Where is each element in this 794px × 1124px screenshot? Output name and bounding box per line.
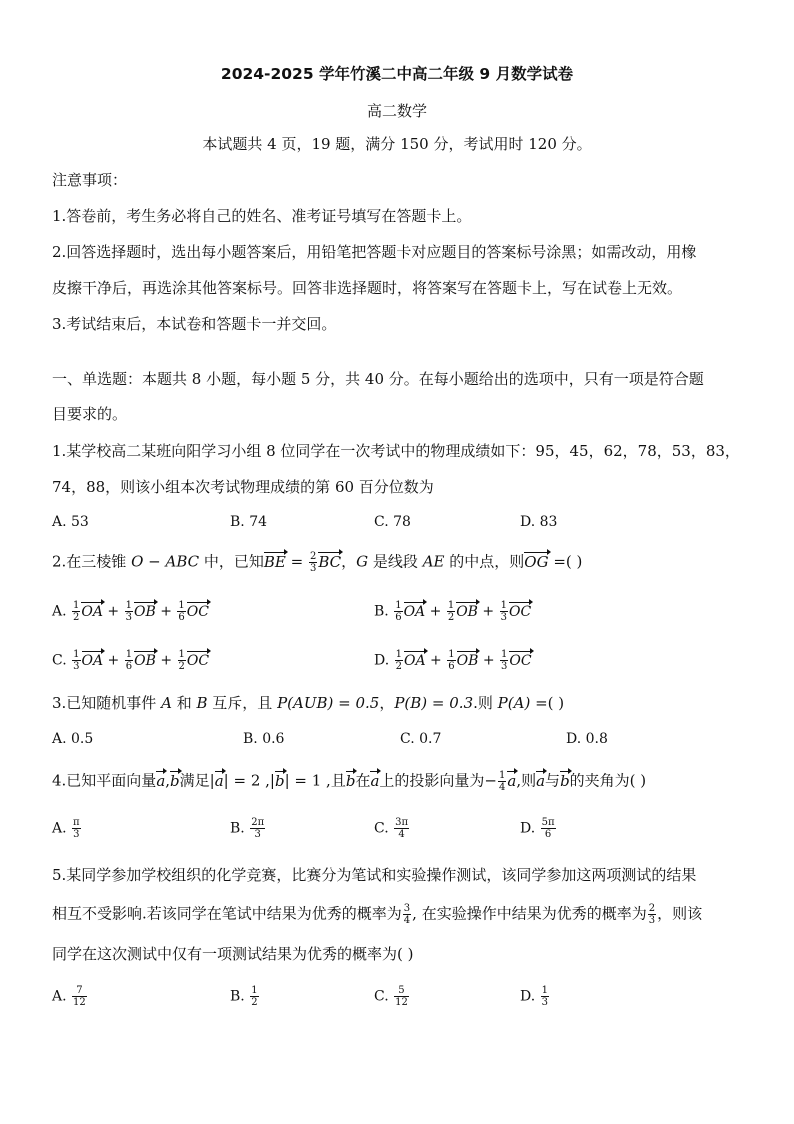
q4-text: ,: [165, 771, 171, 790]
vector-oc: OC: [509, 652, 532, 669]
option-label: C.: [374, 820, 389, 837]
num: 1: [448, 649, 455, 660]
option-label: B.: [230, 820, 245, 837]
num: 1: [73, 600, 80, 611]
den: 12: [73, 997, 86, 1008]
coef: [500, 600, 508, 623]
coef: [125, 649, 133, 672]
coef: [177, 600, 185, 623]
q4-option-d: [520, 817, 557, 840]
vector-be: BE: [263, 552, 286, 571]
plus: +: [478, 652, 500, 669]
num: 3π: [395, 817, 409, 828]
option-label: B.: [230, 988, 245, 1005]
event-b: B: [196, 694, 208, 712]
event-a: A: [161, 694, 172, 712]
note-2-line1: 2.回答选择题时，选出每小题答案后，用铅笔把答题卡对应题目的答案标号涂黑；如需改动，用橡: [52, 243, 697, 261]
den: 3: [73, 661, 80, 672]
num: 1: [541, 985, 549, 996]
point-g: G: [356, 552, 369, 571]
option-label: B.: [374, 603, 389, 620]
q2-answer-blank: =( ): [548, 552, 583, 571]
coef: [394, 600, 402, 623]
q1-option-a: A. 53: [52, 514, 89, 530]
num: 1: [501, 649, 508, 660]
q4-option-c: [374, 817, 410, 840]
num: 1: [395, 600, 402, 611]
den: 4: [398, 829, 405, 840]
vector-ob: OB: [456, 652, 479, 669]
q1-option-b: B. 74: [230, 514, 268, 530]
vector-bc: BC: [318, 552, 342, 571]
coef: [395, 649, 403, 672]
den: 3: [541, 997, 549, 1008]
q2-option-d: [374, 649, 532, 672]
q3-option-b: B. 0.6: [243, 731, 285, 747]
q2-tetrahedron: O − ABC: [131, 552, 200, 571]
coef: [447, 649, 455, 672]
plus: +: [103, 652, 124, 669]
q4-text: 满足|: [179, 771, 215, 790]
option-label: A.: [52, 988, 67, 1005]
num: 1: [500, 600, 507, 611]
q2-equals: =: [285, 552, 308, 571]
note-2-line2: 皮擦干净后，再选涂其他答案标号。回答非选择题时，将答案写在答题卡上，写在试卷上无效。: [52, 279, 683, 297]
q3-answer-blank: =( ): [530, 694, 565, 712]
option-fraction: [394, 985, 409, 1008]
coef: [447, 600, 455, 623]
q5-option-d: [520, 985, 550, 1008]
note-1: 1.答卷前，考生务必将自己的姓名、准考证号填写在答题卡上。: [52, 207, 472, 225]
prob-b: P(B) = 0.3: [394, 694, 474, 712]
q4-text: | = 1 ,且: [284, 771, 346, 790]
prob-a: P(A): [497, 694, 531, 712]
q2-option-a: [52, 600, 209, 623]
section-heading-line2: 目要求的。: [52, 405, 128, 423]
q3-option-a: A. 0.5: [52, 731, 94, 747]
option-label: D.: [520, 988, 536, 1005]
option-fraction: [72, 985, 87, 1008]
vector-b: b: [560, 771, 570, 790]
q1-stem-line2: 74，88，则该小组本次考试物理成绩的第 60 百分位数为: [52, 478, 434, 496]
vector-a: a: [507, 771, 517, 790]
q5-stem-line1: 5.某同学参加学校组织的化学竞赛，比赛分为笔试和实验操作测试，该同学参加这两项测试的结果: [52, 866, 697, 884]
q5-text: 相互不受影响.若该同学在笔试中结果为优秀的概率为: [52, 904, 402, 923]
den: 2: [251, 997, 258, 1008]
q4-text: ,则: [516, 771, 537, 790]
q4-text: 上的投影向量为−: [379, 771, 497, 790]
exam-title: 2024-2025 学年竹溪二中高二年级 9 月数学试卷: [220, 65, 574, 83]
q5-stem-line3: 同学在这次测试中仅有一项测试结果为优秀的概率为( ): [52, 945, 414, 963]
vector-oc: OC: [186, 652, 210, 669]
num: π: [73, 817, 80, 828]
vector-ob: OB: [134, 652, 156, 669]
num: 1: [395, 649, 403, 660]
den: 3: [500, 612, 507, 623]
num: 1: [447, 600, 455, 611]
num: 2: [648, 903, 656, 914]
coef: [125, 600, 133, 623]
notes-heading: 注意事项：: [52, 171, 128, 189]
q2-option-b: [374, 600, 531, 623]
vector-a: a: [370, 771, 380, 790]
num: 7: [72, 985, 87, 997]
option-fraction: [394, 817, 409, 840]
option-fraction: [250, 817, 265, 840]
den: 2: [395, 661, 403, 672]
option-label: D.: [520, 820, 536, 837]
den: 4: [498, 782, 506, 793]
q2-text: 2.在三棱锥: [52, 552, 132, 571]
vector-oa: OA: [81, 652, 104, 669]
q5-stem-line2: [52, 903, 702, 926]
option-label: C.: [52, 652, 67, 669]
q3-text: 3.已知随机事件: [52, 694, 162, 712]
q2-text: 的中点，则: [444, 552, 525, 571]
coef: [178, 649, 186, 672]
q5-option-c: [374, 985, 410, 1008]
q5-text: ，则该: [657, 904, 703, 923]
section-heading-line1: 一、单选题：本题共 8 小题，每小题 5 分，共 40 分。在每小题给出的选项中，只有一项是符合题: [52, 370, 704, 388]
vector-ob: OB: [456, 603, 478, 620]
den: 3: [73, 829, 80, 840]
segment-ae: AE: [422, 552, 445, 571]
fraction-2-3: [309, 551, 317, 574]
prob-union: P(AUB) = 0.5: [277, 694, 380, 712]
q2-text: ，: [341, 552, 357, 571]
vector-oa: OA: [403, 603, 426, 620]
num: 5: [394, 985, 409, 997]
q3-text: ，: [379, 694, 395, 712]
q5-option-b: [230, 985, 260, 1008]
vector-oc: OC: [186, 603, 209, 620]
den: 4: [403, 915, 411, 926]
den: 3: [254, 829, 261, 840]
den: 3: [501, 661, 508, 672]
fraction-3-4: [403, 903, 411, 926]
option-label: D.: [374, 652, 390, 669]
coef: [500, 649, 508, 672]
option-label: A.: [52, 603, 67, 620]
q4-text: 在: [355, 771, 371, 790]
den: 12: [395, 997, 408, 1008]
q2-text: 中，已知: [199, 552, 264, 571]
note-3: 3.考试结束后，本试卷和答题卡一并交回。: [52, 315, 337, 333]
q2-text: 是线段: [368, 552, 423, 571]
den: 6: [178, 612, 185, 623]
den: 6: [544, 829, 552, 840]
vector-oa: OA: [404, 652, 426, 669]
q4-text: | = 2 ,|: [223, 771, 275, 790]
den: 3: [648, 915, 656, 926]
den: 2: [73, 612, 80, 623]
num: 5π: [541, 817, 555, 828]
plus: +: [155, 603, 177, 620]
num: 1: [73, 649, 80, 660]
q4-option-b: [230, 817, 266, 840]
den: 2: [178, 661, 185, 672]
num: 1: [178, 649, 185, 660]
coef: [72, 600, 80, 623]
exam-info: 本试题共 4 页，19 题，满分 150 分，考试用时 120 分。: [202, 135, 592, 153]
option-label: A.: [52, 820, 67, 837]
option-fraction: [250, 985, 258, 1008]
fraction-1-4: [498, 770, 506, 793]
q3-stem: [52, 693, 564, 713]
frac-den: 3: [309, 563, 317, 574]
q5-text: , 在实验操作中结果为优秀的概率为: [412, 904, 647, 923]
q3-text: .则: [473, 694, 498, 712]
den: 6: [448, 661, 455, 672]
den: 3: [125, 612, 132, 623]
option-label: C.: [374, 988, 389, 1005]
vector-a: a: [536, 771, 546, 790]
option-fraction: [541, 985, 549, 1008]
num: 1: [498, 770, 506, 781]
plus: +: [425, 652, 447, 669]
vector-ob: OB: [134, 603, 156, 620]
q5-option-a: [52, 985, 88, 1008]
vector-a: a: [214, 771, 224, 790]
num: 1: [125, 600, 132, 611]
fraction-2-3: [648, 903, 656, 926]
num: 2π: [251, 817, 265, 828]
vector-oa: OA: [81, 603, 103, 620]
q3-text: 互斥，且: [207, 694, 278, 712]
num: 1: [178, 600, 185, 611]
subject-label: 高二数学: [366, 102, 427, 120]
den: 6: [125, 661, 133, 672]
vector-a: a: [156, 771, 166, 790]
vector-oc: OC: [508, 603, 532, 620]
plus: +: [425, 603, 446, 620]
plus: +: [155, 652, 177, 669]
q1-option-d: D. 83: [520, 514, 558, 530]
q3-option-c: C. 0.7: [400, 731, 442, 747]
q3-option-d: D. 0.8: [566, 731, 608, 747]
q2-stem: [52, 551, 582, 574]
coef: [72, 649, 80, 672]
num: 3: [403, 903, 411, 914]
q1-stem-line1: 1.某学校高二某班向阳学习小组 8 位同学在一次考试中的物理成绩如下：95，45，62，78，53，83，: [52, 442, 740, 460]
vector-og: OG: [524, 552, 549, 571]
q4-answer-blank: 的夹角为( ): [569, 771, 647, 790]
vector-b: b: [170, 771, 180, 790]
num: 1: [125, 649, 133, 660]
option-fraction: [541, 817, 556, 840]
vector-b: b: [274, 771, 285, 790]
q4-option-a: [52, 817, 82, 840]
q4-text: 4.已知平面向量: [52, 771, 157, 790]
q3-text: 和: [171, 694, 197, 712]
plus: +: [102, 603, 124, 620]
den: 2: [447, 612, 455, 623]
den: 6: [395, 612, 402, 623]
q4-stem: [52, 770, 646, 793]
vector-b: b: [345, 771, 356, 790]
q4-text: 与: [545, 771, 561, 790]
frac-num: 2: [309, 551, 317, 562]
option-fraction: [72, 817, 81, 840]
plus: +: [477, 603, 499, 620]
num: 1: [251, 985, 258, 996]
q2-option-c: [52, 649, 209, 672]
q1-option-c: C. 78: [374, 514, 411, 530]
